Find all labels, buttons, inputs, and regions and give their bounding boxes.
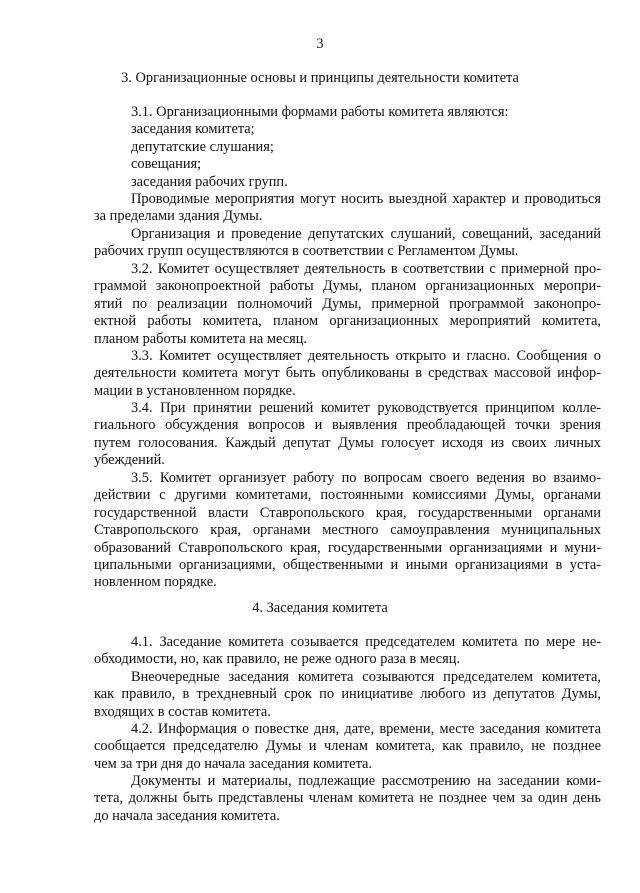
text-line: 3.3. Комитет осуществляет деятельность открыто и гласно. Сообщения о (131, 348, 601, 364)
paragraph-extraordinary (94, 669, 601, 721)
text-line: за пределами здания Думы. (94, 208, 263, 225)
text-line: гиального обсуждения вопросов и выявления преобладающей точки зрения (94, 417, 601, 434)
text-line: 3.2. Комитет осуществляет деятельность в соответствии с примерной про- (131, 261, 601, 277)
text-line: убеждений. (94, 452, 165, 469)
text-line: как правило, в трехдневный срок по инициативе любого из депутатов Думы, (94, 686, 601, 703)
text-line: образований Ставропольского края, государственными организациями и муни- (94, 539, 601, 556)
text-line: чем за три дня до начала заседания комитета. (94, 755, 373, 772)
paragraph-events (94, 191, 601, 226)
section-3-1-block (94, 104, 601, 191)
paragraph-3-3 (94, 348, 601, 400)
text-line: государственной власти Ставропольского края, государственными органами (94, 504, 601, 521)
text-line: тета, должны быть представлены членам комитета не позднее чем за один день (94, 790, 601, 807)
text-line: ципальными организациями, общественными и иными организациями в уста- (94, 556, 601, 573)
text-line: до начала заседания комитета. (94, 807, 280, 824)
text-line: обходимости, но, как правило, не реже одного раза в месяц. (94, 651, 460, 668)
text-line: рабочих групп осуществляются в соответствии с Регламентом Думы. (94, 243, 519, 260)
text-line: ятий по реализации полномочий Думы, примерной программой законопро- (94, 295, 601, 312)
paragraph-documents (94, 773, 601, 825)
text-line: ектной работы комитета, планом организационных мероприятий комитета, (94, 313, 601, 330)
text-line: путем голосования. Каждый депутат Думы голосует исходя из своих личных (94, 434, 601, 451)
text-line: планом работы комитета на месяц. (94, 330, 308, 347)
text-line: действии с другими комитетами, постоянными комиссиями Думы, органами (94, 487, 601, 504)
text-line: деятельности комитета могут быть опубликованы в средствах массовой инфор- (94, 365, 601, 382)
text-line: Документы и материалы, подлежащие рассмотрению на заседании коми- (131, 773, 601, 789)
form-item: заседания рабочих групп. (131, 173, 288, 190)
text-line: 4.1. Заседание комитета созывается председателем комитета по мере не- (131, 634, 601, 650)
paragraph-3-4 (94, 400, 601, 470)
form-item: депутатские слушания; (131, 138, 274, 155)
text-line: 4.2. Информация о повестке дня, дате, времени, месте заседания комитета (131, 721, 601, 737)
section-3-1-intro: 3.1. Организационными формами работы комитета являются: (131, 104, 509, 120)
text-line: новленном порядке. (94, 574, 217, 591)
paragraph-3-5 (94, 470, 601, 592)
text-line: Проводимые мероприятия могут носить выездной характер и проводиться (131, 191, 601, 207)
section-4-heading: 4. Заседания комитета (252, 600, 388, 616)
paragraph-3-2 (94, 261, 601, 348)
text-line: мации в установленном порядке. (94, 382, 296, 399)
paragraph-4-2 (94, 721, 601, 773)
form-item: заседания комитета; (131, 121, 255, 138)
page-number: 3 (316, 36, 324, 52)
text-line: Организация и проведение депутатских слушаний, совещаний, заседаний (131, 226, 601, 242)
form-item: совещания; (131, 156, 202, 173)
text-line: сообщается председателю Думы и членам комитета, как правило, не позднее (94, 738, 601, 755)
paragraph-organization (94, 226, 601, 261)
text-line: 3.5. Комитет организует работу по вопросам своего ведения во взаимо- (131, 470, 601, 486)
text-line: входящих в состав комитета. (94, 703, 271, 720)
text-line: Внеочередные заседания комитета созываются председателем комитета, (131, 669, 601, 685)
paragraph-4-1 (94, 634, 601, 669)
text-line: Ставропольского края, органами местного самоуправления муниципальных (94, 522, 601, 539)
section-3-heading: 3. Организационные основы и принципы деятельности комитета (121, 70, 519, 86)
text-line: 3.4. При принятии решений комитет руководствуется принципом колле- (131, 400, 601, 416)
text-line: граммой законопроектной работы Думы, планом организационных меропри- (94, 278, 601, 295)
